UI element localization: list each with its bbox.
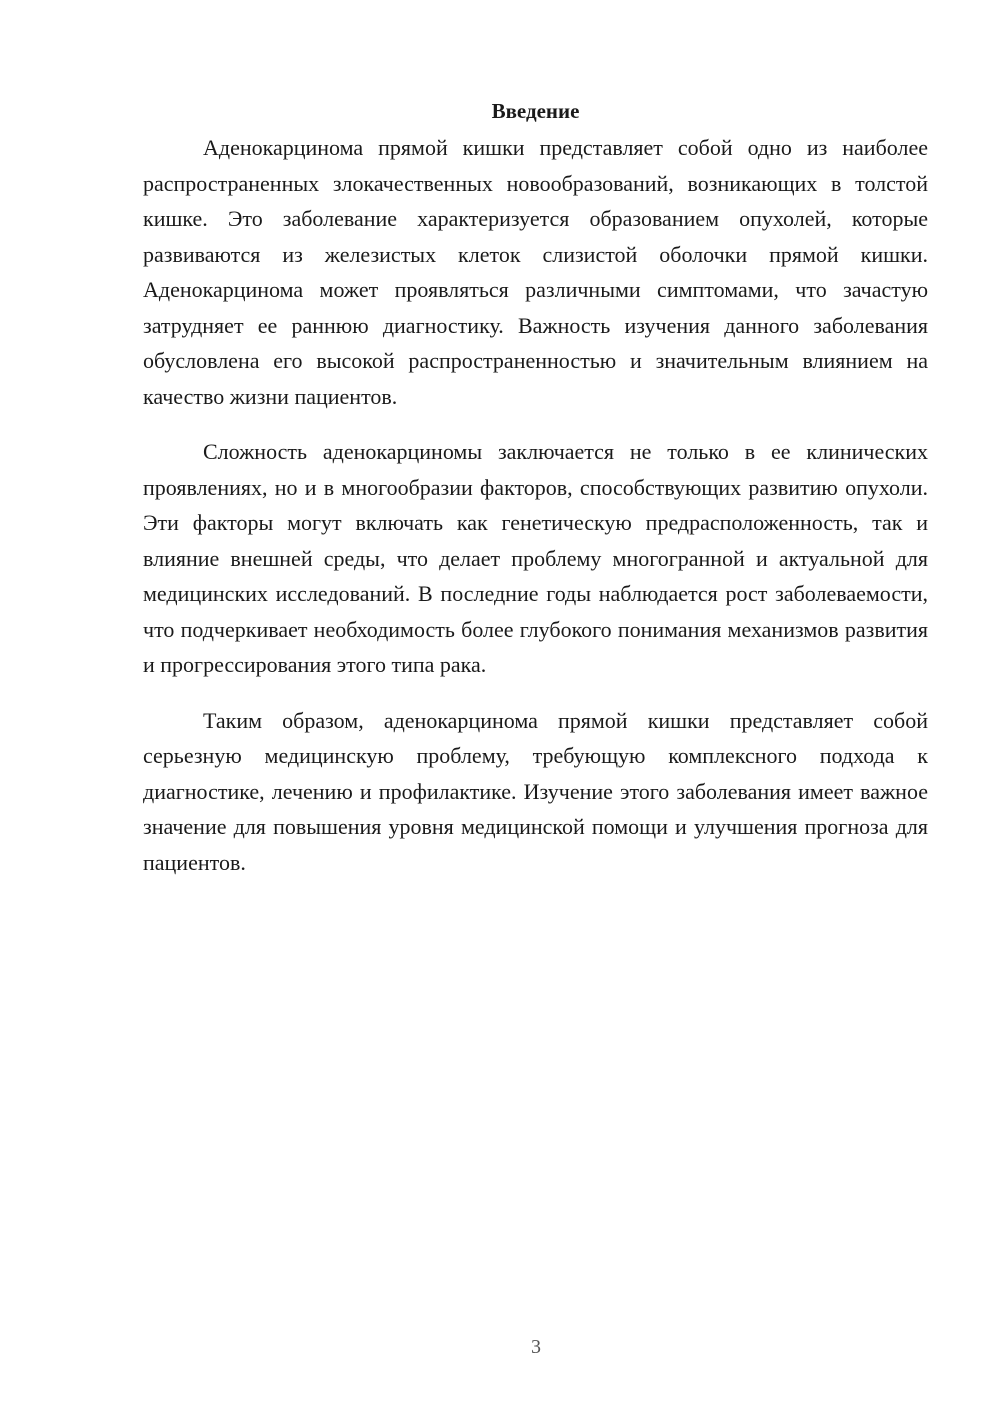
page-number: 3	[531, 1336, 541, 1358]
section-heading: Введение	[491, 99, 580, 123]
paragraph-3: Таким образом, аденокарцинома прямой кишки представляет собой серьезную медицинскую проблему, требующую комплексного подхода к диагностике, лечению и профилактике. Изучение этого заболевания имеет важное значение для повышения уровня медицинской помощи и улучшения прогноза для пациентов.	[143, 707, 928, 875]
paragraph-1: Аденокарцинома прямой кишки представляет собой одно из наиболее распространенных злокачественных новообразований, возникающих в толстой кишке. Это заболевание характеризуется образованием опухолей, которые развиваются из железистых клеток слизистой оболочки прямой кишки. Аденокарцинома может проявляться различными симптомами, что зачастую затрудняет ее раннюю диагностику. Важность изучения данного заболевания обусловлена его высокой распространенностью и значительным влиянием на качество жизни пациентов.	[143, 135, 928, 409]
paragraph-2: Сложность аденокарциномы заключается не только в ее клинических проявлениях, но и в многообразии факторов, способствующих развитию опухоли. Эти факторы могут включать как генетическую предрасположенность, так и влияние внешней среды, что делает проблему многогранной и актуальной для медицинских исследований. В последние годы наблюдается рост заболеваемости, что подчеркивает необходимость более глубокого понимания механизмов развития и прогрессирования этого типа рака.	[143, 439, 928, 677]
page-content	[143, 96, 928, 900]
